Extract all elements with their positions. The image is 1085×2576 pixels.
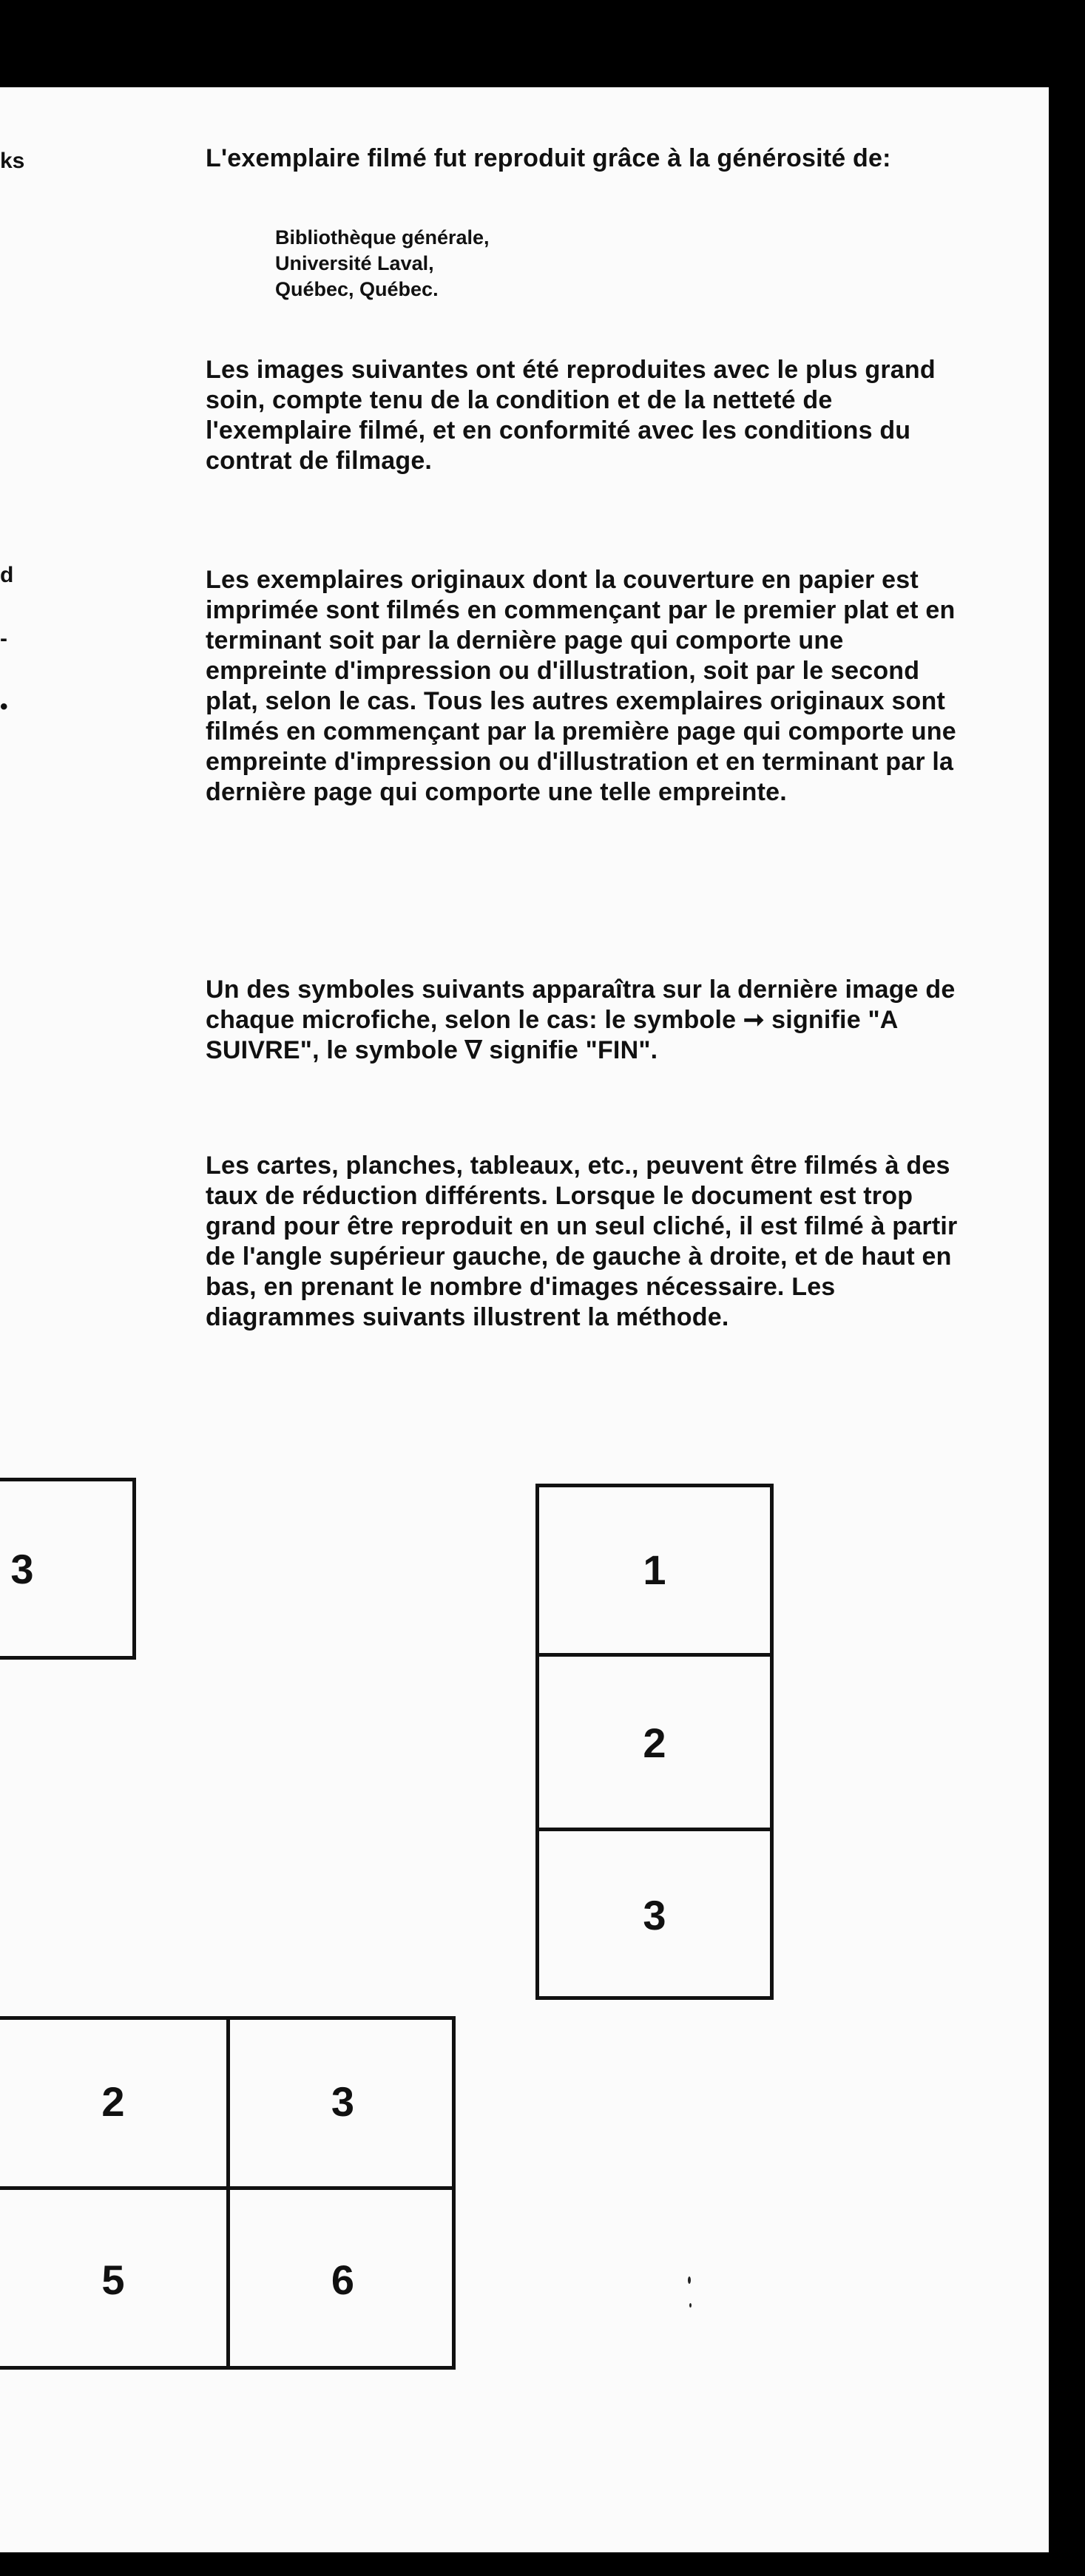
header-title: L'exemplaire filmé fut reproduit grâce à la générosité de:: [206, 144, 891, 172]
left-fragment: ks: [0, 149, 25, 173]
left-fragment: •: [0, 694, 8, 719]
left-fragment: d: [0, 563, 14, 587]
film-border-bottom: [0, 2552, 1085, 2576]
scan-speck: [689, 2303, 692, 2308]
film-border-right: [1049, 0, 1085, 2576]
scanned-page: [0, 87, 1049, 2552]
diagram-cell: 2: [643, 1719, 666, 1766]
diagram-cell: 1: [643, 1546, 666, 1593]
institution-address: [275, 225, 490, 302]
diagram-cell: 2: [101, 2078, 125, 2125]
paragraph-reduction: Les cartes, planches, tableaux, etc., peuvent être filmés à des taux de réduction différents. Lorsque le document est trop grand pour être reproduit en un seul cliché, il est filmé à partir de l'angle supérieur gauche, de gauche à droite, et de haut en bas, en prenant le nombre d'images nécessaire. Les diagrammes suivants illustrent la méthode.: [206, 1152, 958, 1331]
diagram-cell: 3: [10, 1545, 34, 1592]
paragraph-reproduction: Les images suivantes ont été reproduites avec le plus grand soin, compte tenu de la condition et de la netteté de l'exemplaire filmé, et en conformité avec les conditions du contrat de filmage.: [206, 356, 936, 475]
paragraph-symbols: Un des symboles suivants apparaîtra sur la dernière image de chaque microfiche, selon le cas: le symbole ➞ signifie "A SUIVRE", le symbole ∇ signifie "FIN".: [206, 976, 956, 1064]
paragraph-originals: Les exemplaires originaux dont la couverture en papier est imprimée sont filmés en commençant par le premier plat et en terminant soit par la dernière page qui comporte une empreinte d'impression ou d'illustration, soit par le second plat, selon le cas. Tous les autres exemplaires originaux sont filmés en commençant par la première page qui comporte une empreinte d'impression ou d'illustration et en terminant par la dernière page qui comporte une telle empreinte.: [206, 566, 956, 806]
diagram-cell: 6: [331, 2256, 355, 2303]
scan-speck: [688, 2276, 691, 2284]
left-fragment: -: [0, 626, 7, 651]
institution-line: Université Laval,: [275, 252, 434, 274]
institution-line: Bibliothèque générale,: [275, 226, 490, 249]
diagram-cell: 5: [101, 2256, 125, 2303]
institution-line: Québec, Québec.: [275, 278, 439, 300]
diagram-cell: 3: [643, 1891, 666, 1938]
diagram-cell: 3: [331, 2078, 355, 2125]
film-border-top: [0, 0, 1085, 87]
